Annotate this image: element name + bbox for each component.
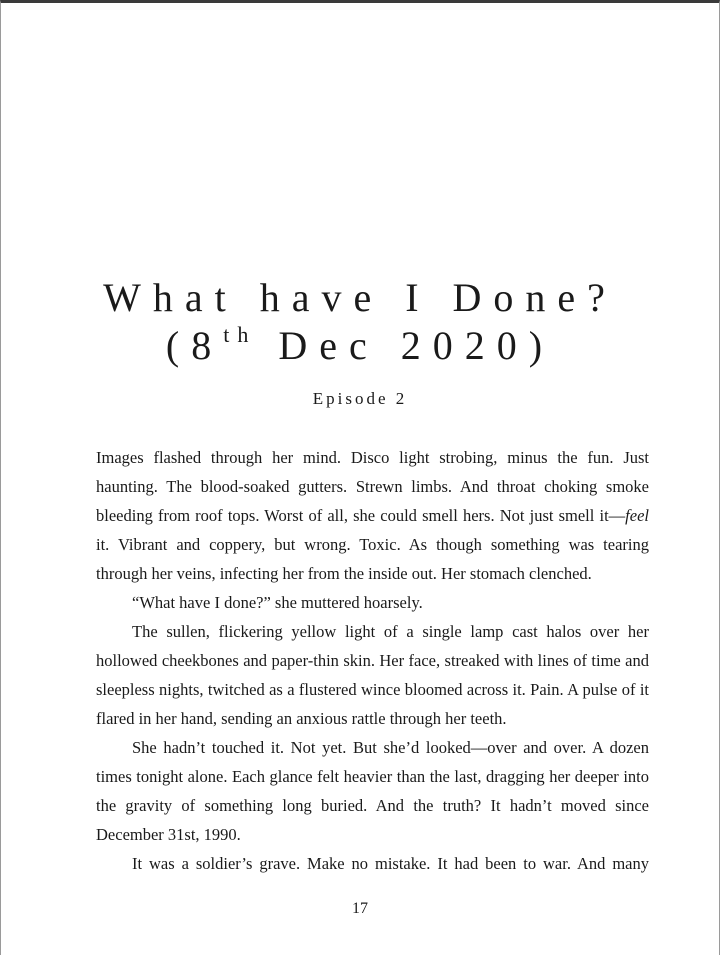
body-text (96, 443, 649, 878)
title-date-prefix: (8 (165, 323, 224, 368)
paragraph-4: She hadn’t touched it. Not yet. But she’d looked—over and over. A dozen times tonight alone. Each glance felt heavier than the last, dragging her deeper into the gravity of something long buried. And the truth? It hadn’t moved since December 31st, 1990. (96, 738, 649, 844)
page-number: 17 (352, 900, 368, 917)
title-line-1-text: What have I Done? (103, 275, 617, 320)
episode-subtitle: Episode 2 (312, 389, 408, 408)
paragraph-2: “What have I done?” she muttered hoarsely. (132, 593, 423, 612)
paragraph-1-text-a: Images flashed through her mind. Disco light strobing, minus the fun. Just haunting. The blood-soaked gutters. Strewn limbs. And throat choking smoke bleeding from roof tops. Worst of all, she could smell hers. Not just smell it— (96, 448, 649, 525)
chapter-title-line-2 (1, 324, 719, 374)
chapter-title-line-1 (1, 276, 719, 320)
paragraph-1-italic: feel (625, 506, 649, 525)
paragraph-3: The sullen, flickering yellow light of a single lamp cast halos over her hollowed cheekbones and paper-thin skin. Her face, streaked with lines of time and sleepless nights, twitched as a flustered wince bloomed across it. Pain. A pulse of it flared in her hand, sending an anxious rattle through her teeth. (96, 622, 649, 728)
title-date-ordinal: th (223, 322, 257, 347)
paragraph-1 (96, 443, 649, 588)
title-date-suffix: Dec 2020) (256, 323, 555, 368)
paragraph-5: It was a soldier’s grave. Make no mistake. It had been to war. And many (132, 854, 649, 873)
paragraph-1-text-b: it. Vibrant and coppery, but wrong. Toxic. As though something was tearing through her veins, infecting her from the inside out. Her stomach clenched. (96, 535, 649, 583)
